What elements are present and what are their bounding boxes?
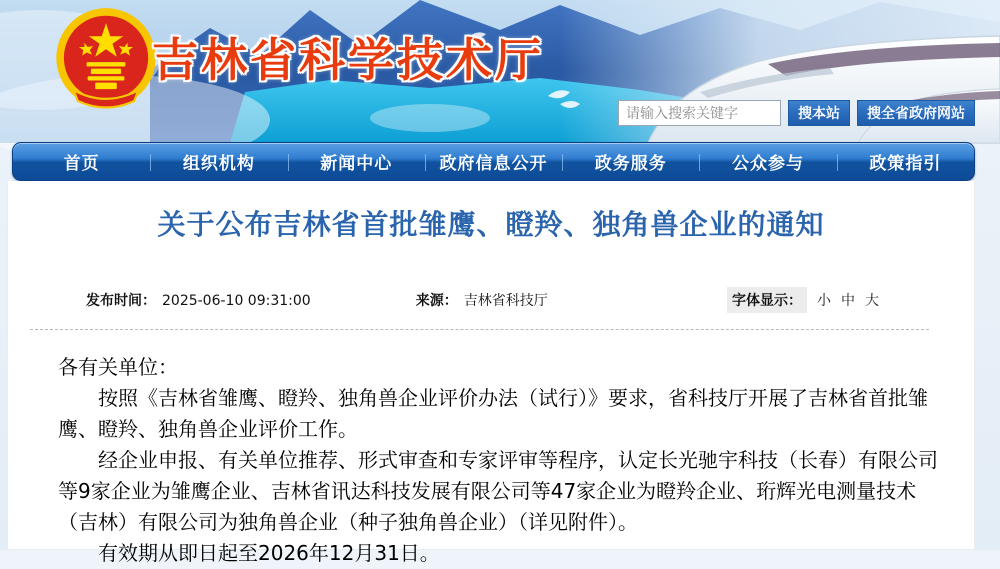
source-value: 吉林省科技厅 [463, 293, 548, 309]
search-site-button[interactable]: 搜本站 [788, 100, 850, 126]
search-input[interactable] [618, 100, 781, 126]
main-nav [12, 142, 975, 181]
font-size-small-link[interactable]: 小 [817, 293, 831, 309]
font-size-medium-link[interactable]: 中 [841, 293, 855, 309]
publish-time-label: 发布时间： [86, 293, 156, 309]
publish-time-value: 2025-06-10 09:31:00 [162, 293, 311, 309]
paragraph-3: 有效期从即日起至2026年12月31日。 [98, 541, 440, 565]
nav-item-participation[interactable]: 公众参与 [699, 143, 836, 180]
article-title: 关于公布吉林省首批雏鹰、瞪羚、独角兽企业的通知 [157, 208, 825, 241]
paragraph-salutation: 各有关单位： [58, 355, 178, 379]
article-body [8, 330, 974, 569]
content-panel [7, 181, 975, 565]
paragraph-2: 经企业申报、有关单位推荐、形式审查和专家评审等程序，认定长光驰宇科技（长春）有限公司等9家企业为雏鹰企业、吉林省讯达科技发展有限公司等47家企业为瞪羚企业、珩辉光电测量技术（吉林）有限公司为独角兽企业（种子独角兽企业）（详见附件）。 [58, 448, 938, 534]
paragraph-1: 按照《吉林省雏鹰、瞪羚、独角兽企业评价办法（试行）》要求，省科技厅开展了吉林省首批雏鹰、瞪羚、独角兽企业评价工作。 [58, 386, 928, 441]
font-size-large-link[interactable]: 大 [865, 293, 879, 309]
nav-item-services[interactable]: 政务服务 [562, 143, 699, 180]
article-meta-row [8, 287, 974, 313]
search-gov-button[interactable]: 搜全省政府网站 [857, 100, 975, 126]
header-banner [0, 0, 1000, 143]
nav-item-policy-guide[interactable]: 政策指引 [837, 143, 974, 180]
font-size-label: 字体显示： [727, 287, 807, 313]
nav-item-organization[interactable]: 组织机构 [150, 143, 287, 180]
national-emblem-icon [52, 6, 160, 114]
publish-time [86, 290, 311, 310]
site-title: 吉林省科学技术厅 [152, 33, 544, 87]
source-label: 来源： [415, 293, 458, 309]
font-size-control [727, 287, 879, 313]
nav-item-news[interactable]: 新闻中心 [288, 143, 425, 180]
search-bar [618, 100, 975, 126]
nav-item-gov-info[interactable]: 政府信息公开 [425, 143, 562, 180]
article-source [416, 290, 548, 310]
nav-item-home[interactable]: 首页 [63, 154, 100, 174]
